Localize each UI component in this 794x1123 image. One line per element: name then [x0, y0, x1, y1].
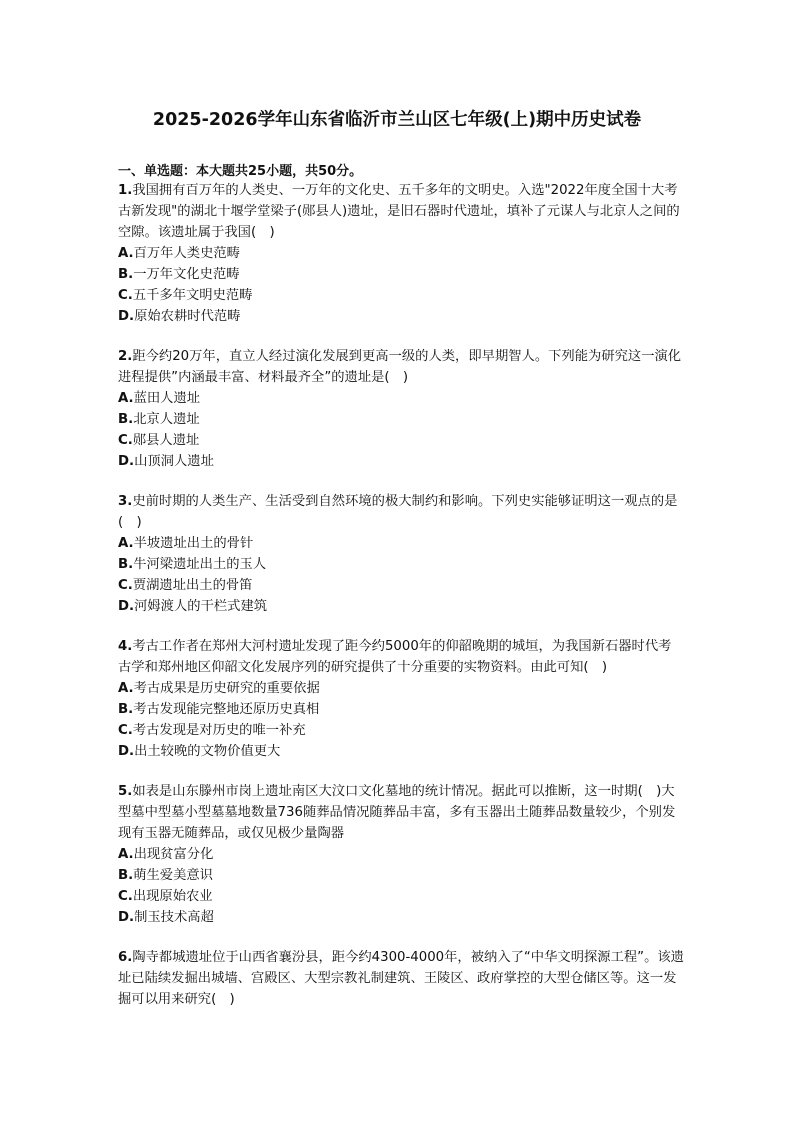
question-stem: 距今约20万年，直立人经过演化发展到更高一级的人类，即早期智人。下列能为研究这一演化进程提供”内涵最丰富、材料最齐全”的遗址是( ) [118, 349, 682, 385]
question-2 [118, 346, 684, 472]
option-b: B.北京人遗址 [118, 412, 200, 427]
section-heading: 一、单选题：本大题共25小题，共50分。 [118, 164, 363, 179]
question-1 [118, 180, 684, 327]
option-a: A.蓝田人遗址 [118, 391, 201, 406]
option-c: C.郧县人遗址 [118, 433, 200, 448]
question-number: 1. [118, 183, 133, 198]
question-stem: 史前时期的人类生产、生活受到自然环境的极大制约和影响。下列史实能够证明这一观点的是( ) [118, 494, 678, 530]
option-d: D.出土较晚的文物价值更大 [118, 744, 281, 759]
option-a: A.半坡遗址出土的骨针 [118, 536, 254, 551]
question-number: 2. [118, 349, 133, 364]
option-b: B.萌生爱美意识 [118, 868, 213, 883]
option-d: D.河姆渡人的干栏式建筑 [118, 599, 268, 614]
option-a: A.出现贫富分化 [118, 847, 214, 862]
question-6 [118, 947, 684, 1010]
option-c: C.考古发现是对历史的唯一补充 [118, 723, 306, 738]
option-c: C.出现原始农业 [118, 889, 213, 904]
option-d: D.山顶洞人遗址 [118, 454, 214, 469]
exam-title: 2025-2026学年山东省临沂市兰山区七年级(上)期中历史试卷 [152, 110, 642, 130]
option-a: A.百万年人类史范畴 [118, 246, 240, 261]
option-b: B.牛河梁遗址出土的玉人 [118, 557, 267, 572]
option-c: C.贾湖遗址出土的骨笛 [118, 578, 253, 593]
question-stem: 陶寺都城遗址位于山西省襄汾县，距今约4300-4000年，被纳入了“中华文明探源工程”。该遗址已陆续发掘出城墙、宫殿区、大型宗教礼制建筑、王陵区、政府掌控的大型仓储区等。这一发掘可以用来研究( ) [118, 950, 684, 1007]
question-number: 3. [118, 494, 133, 509]
question-3 [118, 491, 684, 617]
question-number: 5. [118, 784, 133, 799]
question-stem: 如表是山东滕州市岗上遗址南区大汶口文化墓地的统计情况。据此可以推断，这一时期( )大型墓中型墓小型墓墓地数量736随葬品情况随葬品丰富，多有玉器出土随葬品数量较少，个别发现有玉器无随葬品，或仅见极少量陶器 [118, 784, 676, 841]
option-b: B.一万年文化史范畴 [118, 267, 240, 282]
question-list [118, 180, 684, 1029]
option-b: B.考古发现能完整地还原历史真相 [118, 702, 320, 717]
option-d: D.原始农耕时代范畴 [118, 309, 241, 324]
question-number: 4. [118, 639, 133, 654]
question-stem: 考古工作者在郑州大河村遗址发现了距今约5000年的仰韶晚期的城垣，为我国新石器时代考古学和郑州地区仰韶文化发展序列的研究提供了十分重要的实物资料。由此可知( ) [118, 639, 672, 675]
question-4 [118, 636, 684, 762]
question-number: 6. [118, 950, 133, 965]
question-stem: 我国拥有百万年的人类史、一万年的文化史、五千多年的文明史。入选"2022年度全国十大考古新发现"的湖北十堰学堂梁子(郧县人)遗址，是旧石器时代遗址，填补了元谋人与北京人之间的空隙。该遗址属于我国( ) [118, 183, 680, 240]
option-d: D.制玉技术高超 [118, 910, 214, 925]
option-c: C.五千多年文明史范畴 [118, 288, 253, 303]
option-a: A.考古成果是历史研究的重要依据 [118, 681, 320, 696]
question-5 [118, 781, 684, 928]
